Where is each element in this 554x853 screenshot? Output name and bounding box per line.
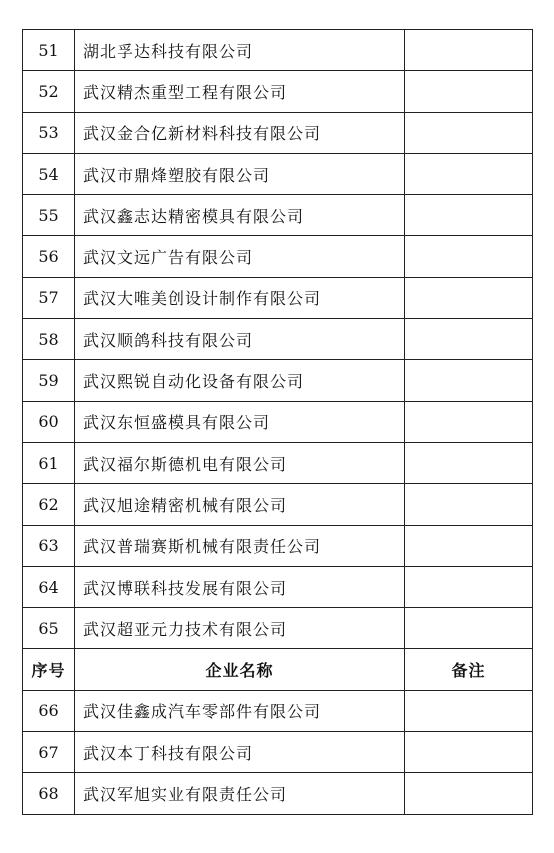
remarks-cell [405, 442, 533, 483]
company-name-cell: 武汉旭途精密机械有限公司 [75, 484, 405, 525]
table-row [23, 30, 533, 71]
remarks-cell [405, 773, 533, 814]
company-name-cell: 武汉福尔斯德机电有限公司 [75, 442, 405, 483]
table-row [23, 112, 533, 153]
serial-number-cell: 55 [23, 195, 75, 236]
company-name-cell: 武汉军旭实业有限责任公司 [75, 773, 405, 814]
company-name-cell: 武汉超亚元力技术有限公司 [75, 608, 405, 649]
serial-number-cell: 67 [23, 732, 75, 773]
serial-number-cell: 63 [23, 525, 75, 566]
header-remarks: 备注 [405, 649, 533, 690]
serial-number-cell: 51 [23, 30, 75, 71]
serial-number-cell: 56 [23, 236, 75, 277]
remarks-cell [405, 525, 533, 566]
header-row [23, 649, 533, 690]
serial-number-cell: 60 [23, 401, 75, 442]
remarks-cell [405, 566, 533, 607]
serial-number-cell: 54 [23, 153, 75, 194]
serial-number-cell: 66 [23, 690, 75, 731]
remarks-cell [405, 360, 533, 401]
serial-number-cell: 62 [23, 484, 75, 525]
table-row [23, 195, 533, 236]
remarks-cell [405, 71, 533, 112]
table-body-bottom [23, 690, 533, 814]
table-row [23, 360, 533, 401]
table-row [23, 484, 533, 525]
serial-number-cell: 58 [23, 319, 75, 360]
table-row [23, 236, 533, 277]
table-row [23, 71, 533, 112]
company-name-cell: 武汉熙锐自动化设备有限公司 [75, 360, 405, 401]
serial-number-cell: 68 [23, 773, 75, 814]
company-name-cell: 武汉普瑞赛斯机械有限责任公司 [75, 525, 405, 566]
table-row [23, 525, 533, 566]
serial-number-cell: 53 [23, 112, 75, 153]
company-name-cell: 武汉大唯美创设计制作有限公司 [75, 277, 405, 318]
table-body-top [23, 30, 533, 649]
remarks-cell [405, 236, 533, 277]
table-row [23, 773, 533, 814]
serial-number-cell: 65 [23, 608, 75, 649]
remarks-cell [405, 732, 533, 773]
remarks-cell [405, 195, 533, 236]
company-name-cell: 武汉本丁科技有限公司 [75, 732, 405, 773]
company-name-cell: 武汉佳鑫成汽车零部件有限公司 [75, 690, 405, 731]
company-name-cell: 武汉博联科技发展有限公司 [75, 566, 405, 607]
company-name-cell: 湖北孚达科技有限公司 [75, 30, 405, 71]
remarks-cell [405, 401, 533, 442]
company-name-cell: 武汉文远广告有限公司 [75, 236, 405, 277]
table-row [23, 608, 533, 649]
table-row [23, 442, 533, 483]
remarks-cell [405, 484, 533, 525]
remarks-cell [405, 153, 533, 194]
header-company-name: 企业名称 [75, 649, 405, 690]
company-name-cell: 武汉金合亿新材料科技有限公司 [75, 112, 405, 153]
serial-number-cell: 64 [23, 566, 75, 607]
remarks-cell [405, 690, 533, 731]
company-name-cell: 武汉精杰重型工程有限公司 [75, 71, 405, 112]
table-row [23, 566, 533, 607]
remarks-cell [405, 112, 533, 153]
header-serial-number: 序号 [23, 649, 75, 690]
serial-number-cell: 57 [23, 277, 75, 318]
table-row [23, 319, 533, 360]
remarks-cell [405, 608, 533, 649]
company-name-cell: 武汉鑫志达精密模具有限公司 [75, 195, 405, 236]
company-name-cell: 武汉东恒盛模具有限公司 [75, 401, 405, 442]
serial-number-cell: 61 [23, 442, 75, 483]
company-name-cell: 武汉市鼎烽塑胶有限公司 [75, 153, 405, 194]
company-name-cell: 武汉顺鸽科技有限公司 [75, 319, 405, 360]
table-row [23, 732, 533, 773]
table-row [23, 401, 533, 442]
company-list-table [22, 29, 533, 815]
remarks-cell [405, 30, 533, 71]
table-row [23, 153, 533, 194]
serial-number-cell: 52 [23, 71, 75, 112]
table-header-row-group [23, 649, 533, 690]
remarks-cell [405, 319, 533, 360]
remarks-cell [405, 277, 533, 318]
serial-number-cell: 59 [23, 360, 75, 401]
table-row [23, 277, 533, 318]
table-row [23, 690, 533, 731]
